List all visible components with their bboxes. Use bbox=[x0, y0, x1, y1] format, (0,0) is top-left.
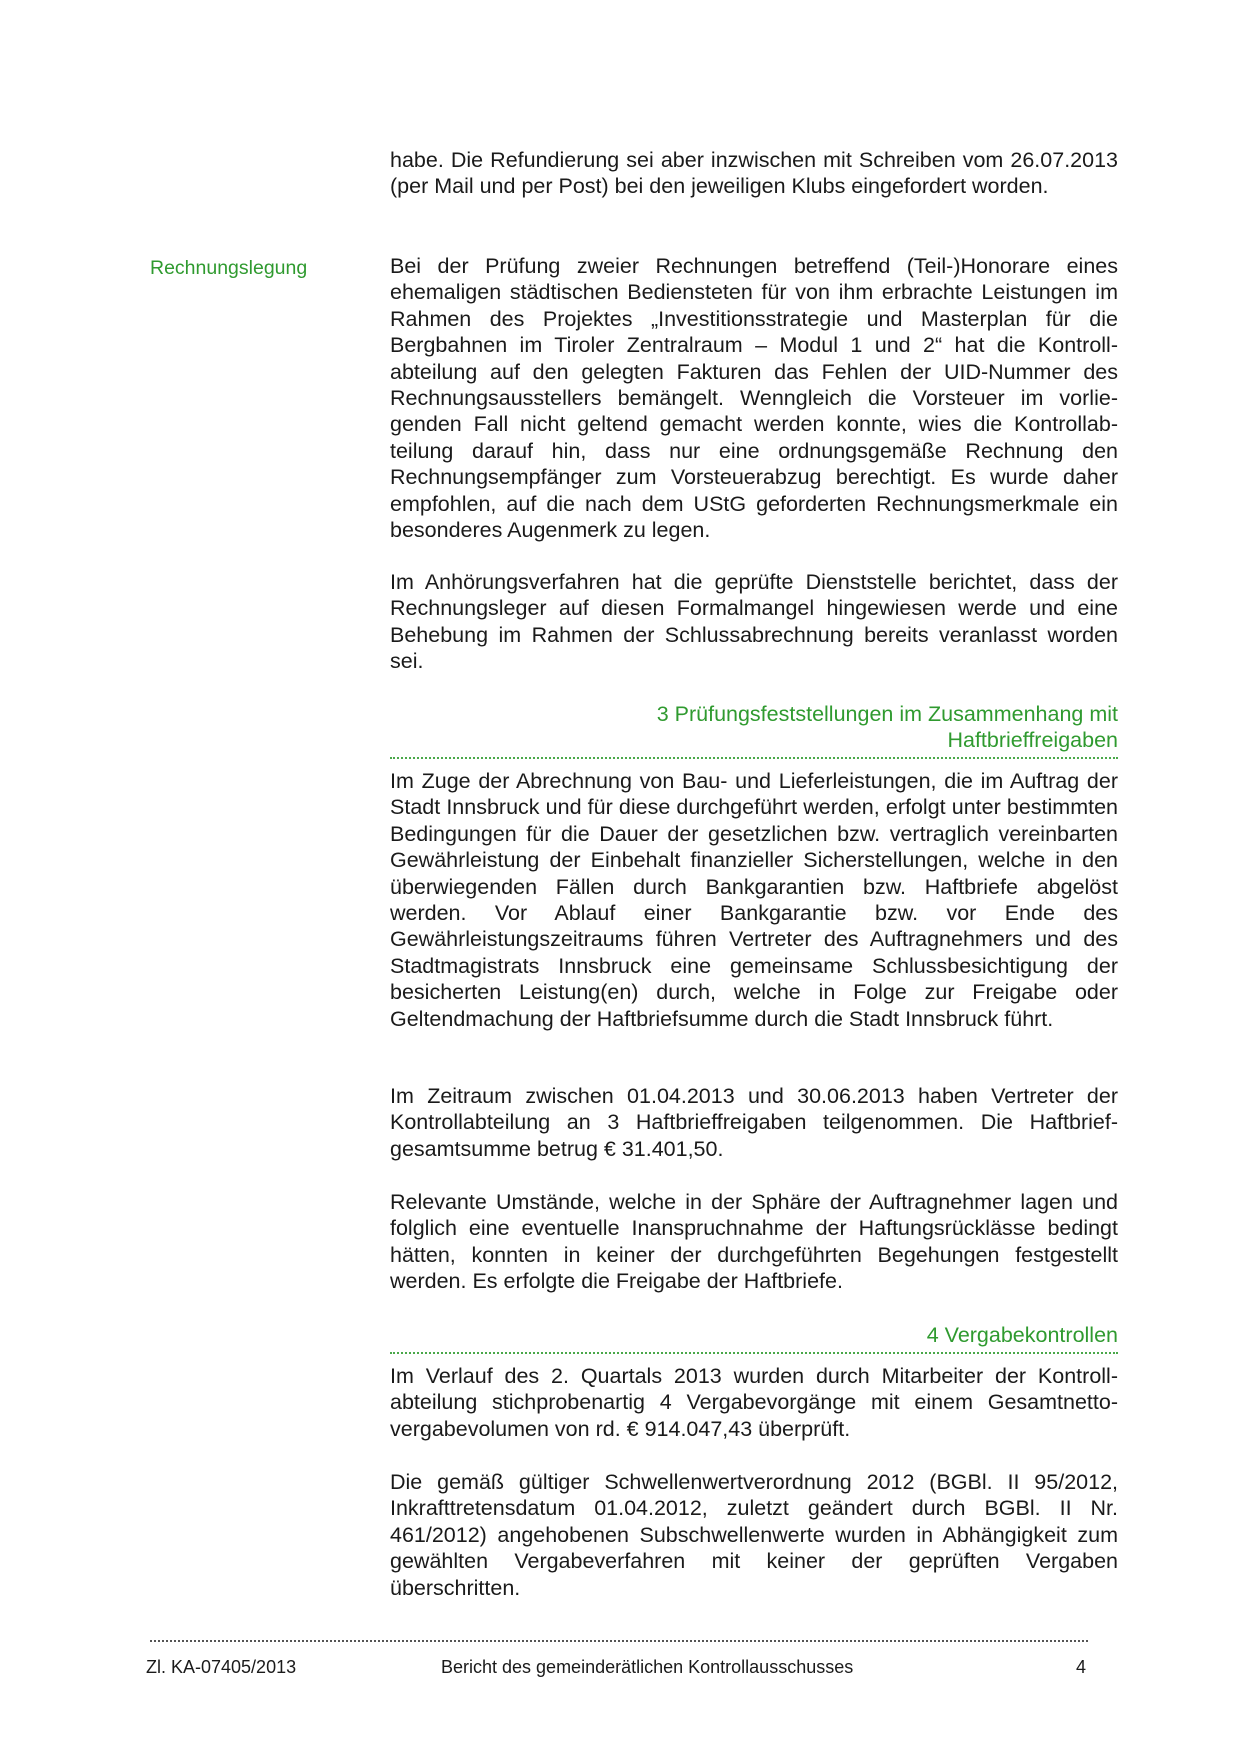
section-3-block-1 bbox=[390, 768, 1118, 1032]
section-3-heading-line-1: 3 Prüfungsfeststellungen im Zusammenhang mit bbox=[656, 702, 1118, 726]
page-number: 4 bbox=[1076, 1657, 1087, 1677]
section-4-heading: 4 Vergabekontrollen bbox=[926, 1323, 1118, 1347]
section-4-paragraph-2: Die gemäß gültiger Schwellenwertverordnung 2012 (BGBl. II 95/2012, Inkrafttretensdatum 01.04.2012, zuletzt geändert durch BGBl. II Nr. 461/2012) angehobenen Subschwellenwerte wurden in Abhängigkeit zum gewählten Vergabeverfahren mit keiner der geprüften Vergaben überschritten. bbox=[390, 1470, 1118, 1600]
section-3-block-3 bbox=[390, 1189, 1118, 1295]
section-4-divider bbox=[390, 1352, 1118, 1354]
rechnungslegung-paragraph-2: Im Anhörungsverfahren hat die geprüfte Dienststelle berichtet, dass der Rechnungsleger auf diesen Formalmangel hingewiesen werde und eine Behebung im Rahmen der Schlussabrechnung bereits veranlasst worden sei. bbox=[390, 570, 1118, 674]
section-3-paragraph-1: Im Zuge der Abrechnung von Bau- und Lieferleistungen, die im Auftrag der Stadt Innsbruck und für diese durchgeführt werden, erfolgt unter bestimmten Bedingungen für die Dauer der gesetzlichen bzw. vertraglich vereinbarten Gewährleistung der Einbehalt finanzieller Sicherstellungen, welche in den überwiegenden Fällen durch Bankgarantien bzw. Haftbriefe abgelöst werden. Vor Ablauf einer Bankgarantie bzw. vor Ende des Gewährleistungszeitraums führen Vertreter des Auftragnehmers und des Stadtmagistrats Innsbruck eine gemeinsame Schlussbesichtigung der besicherten Leistung(en) durch, welche in Folge zur Freigabe oder Geltendmachung der Haftbriefsumme durch die Stadt Innsbruck führt. bbox=[390, 769, 1118, 1031]
intro-block bbox=[390, 147, 1118, 200]
intro-paragraph: habe. Die Refundierung sei aber inzwischen mit Schreiben vom 26.07.2013 (per Mail und per Post) bei den jeweiligen Klubs eingefordert worden. bbox=[390, 148, 1118, 199]
footer-title: Bericht des gemeinderätlichen Kontrollausschusses bbox=[441, 1657, 854, 1677]
section-3-heading bbox=[390, 701, 1118, 754]
section-4-block-2 bbox=[390, 1469, 1118, 1601]
section-3-block-2 bbox=[390, 1083, 1118, 1162]
section-3-divider bbox=[390, 757, 1118, 759]
section-3-paragraph-2: Im Zeitraum zwischen 01.04.2013 und 30.06.2013 haben Vertreter der Kontrollabteilung an 3 Haftbrieffreigaben teilgenommen. Die Haftbriefgesamtsumme betrug € 31.401,50. bbox=[390, 1084, 1118, 1161]
rechnungslegung-paragraph-1: Bei der Prüfung zweier Rechnungen betreffend (Teil-)Honorare eines ehemaligen städtischen Bediensteten für von ihm erbrachte Leistungen im Rahmen des Projektes „Investitionsstrategie und Masterplan für die Bergbahnen im Tiroler Zentralraum – Modul 1 und 2“ hat die Kontrollabteilung auf den gelegten Fakturen das Fehlen der UID-Nummer des Rechnungsausstellers bemängelt. Wenngleich die Vorsteuer im vorliegenden Fall nicht geltend gemacht werden konnte, wies die Kontrollabteilung darauf hin, dass nur eine ordnungsgemäße Rechnung den Rechnungsempfänger zum Vorsteuerabzug berechtigt. Es wurde daher empfohlen, auf die nach dem UStG geforderten Rechnungsmerkmale ein besonderes Augenmerk zu legen. bbox=[390, 254, 1118, 543]
footer-divider bbox=[150, 1640, 1088, 1642]
section-3-heading-line-2: Haftbrieffreigaben bbox=[947, 728, 1118, 753]
margin-label-rechnungslegung: Rechnungslegung bbox=[150, 257, 308, 279]
section-3-paragraph-3: Relevante Umstände, welche in der Sphäre der Auftragnehmer lagen und folglich eine eventuelle Inanspruchnahme der Haftungsrücklässe bedingt hätten, konnten in keiner der durchgeführten Begehungen festgestellt werden. Es erfolgte die Freigabe der Haftbriefe. bbox=[390, 1190, 1118, 1294]
rechnungslegung-block bbox=[390, 253, 1118, 543]
section-4-paragraph-1: Im Verlauf des 2. Quartals 2013 wurden durch Mitarbeiter der Kontrollabteilung stichprobenartig 4 Vergabevorgänge mit einem Gesamtnettovergabevolumen von rd. € 914.047,43 überprüft. bbox=[390, 1364, 1118, 1441]
rechnungslegung-block-2 bbox=[390, 569, 1118, 675]
section-4-block-1 bbox=[390, 1363, 1118, 1442]
footer-reference: Zl. KA-07405/2013 bbox=[146, 1657, 297, 1677]
